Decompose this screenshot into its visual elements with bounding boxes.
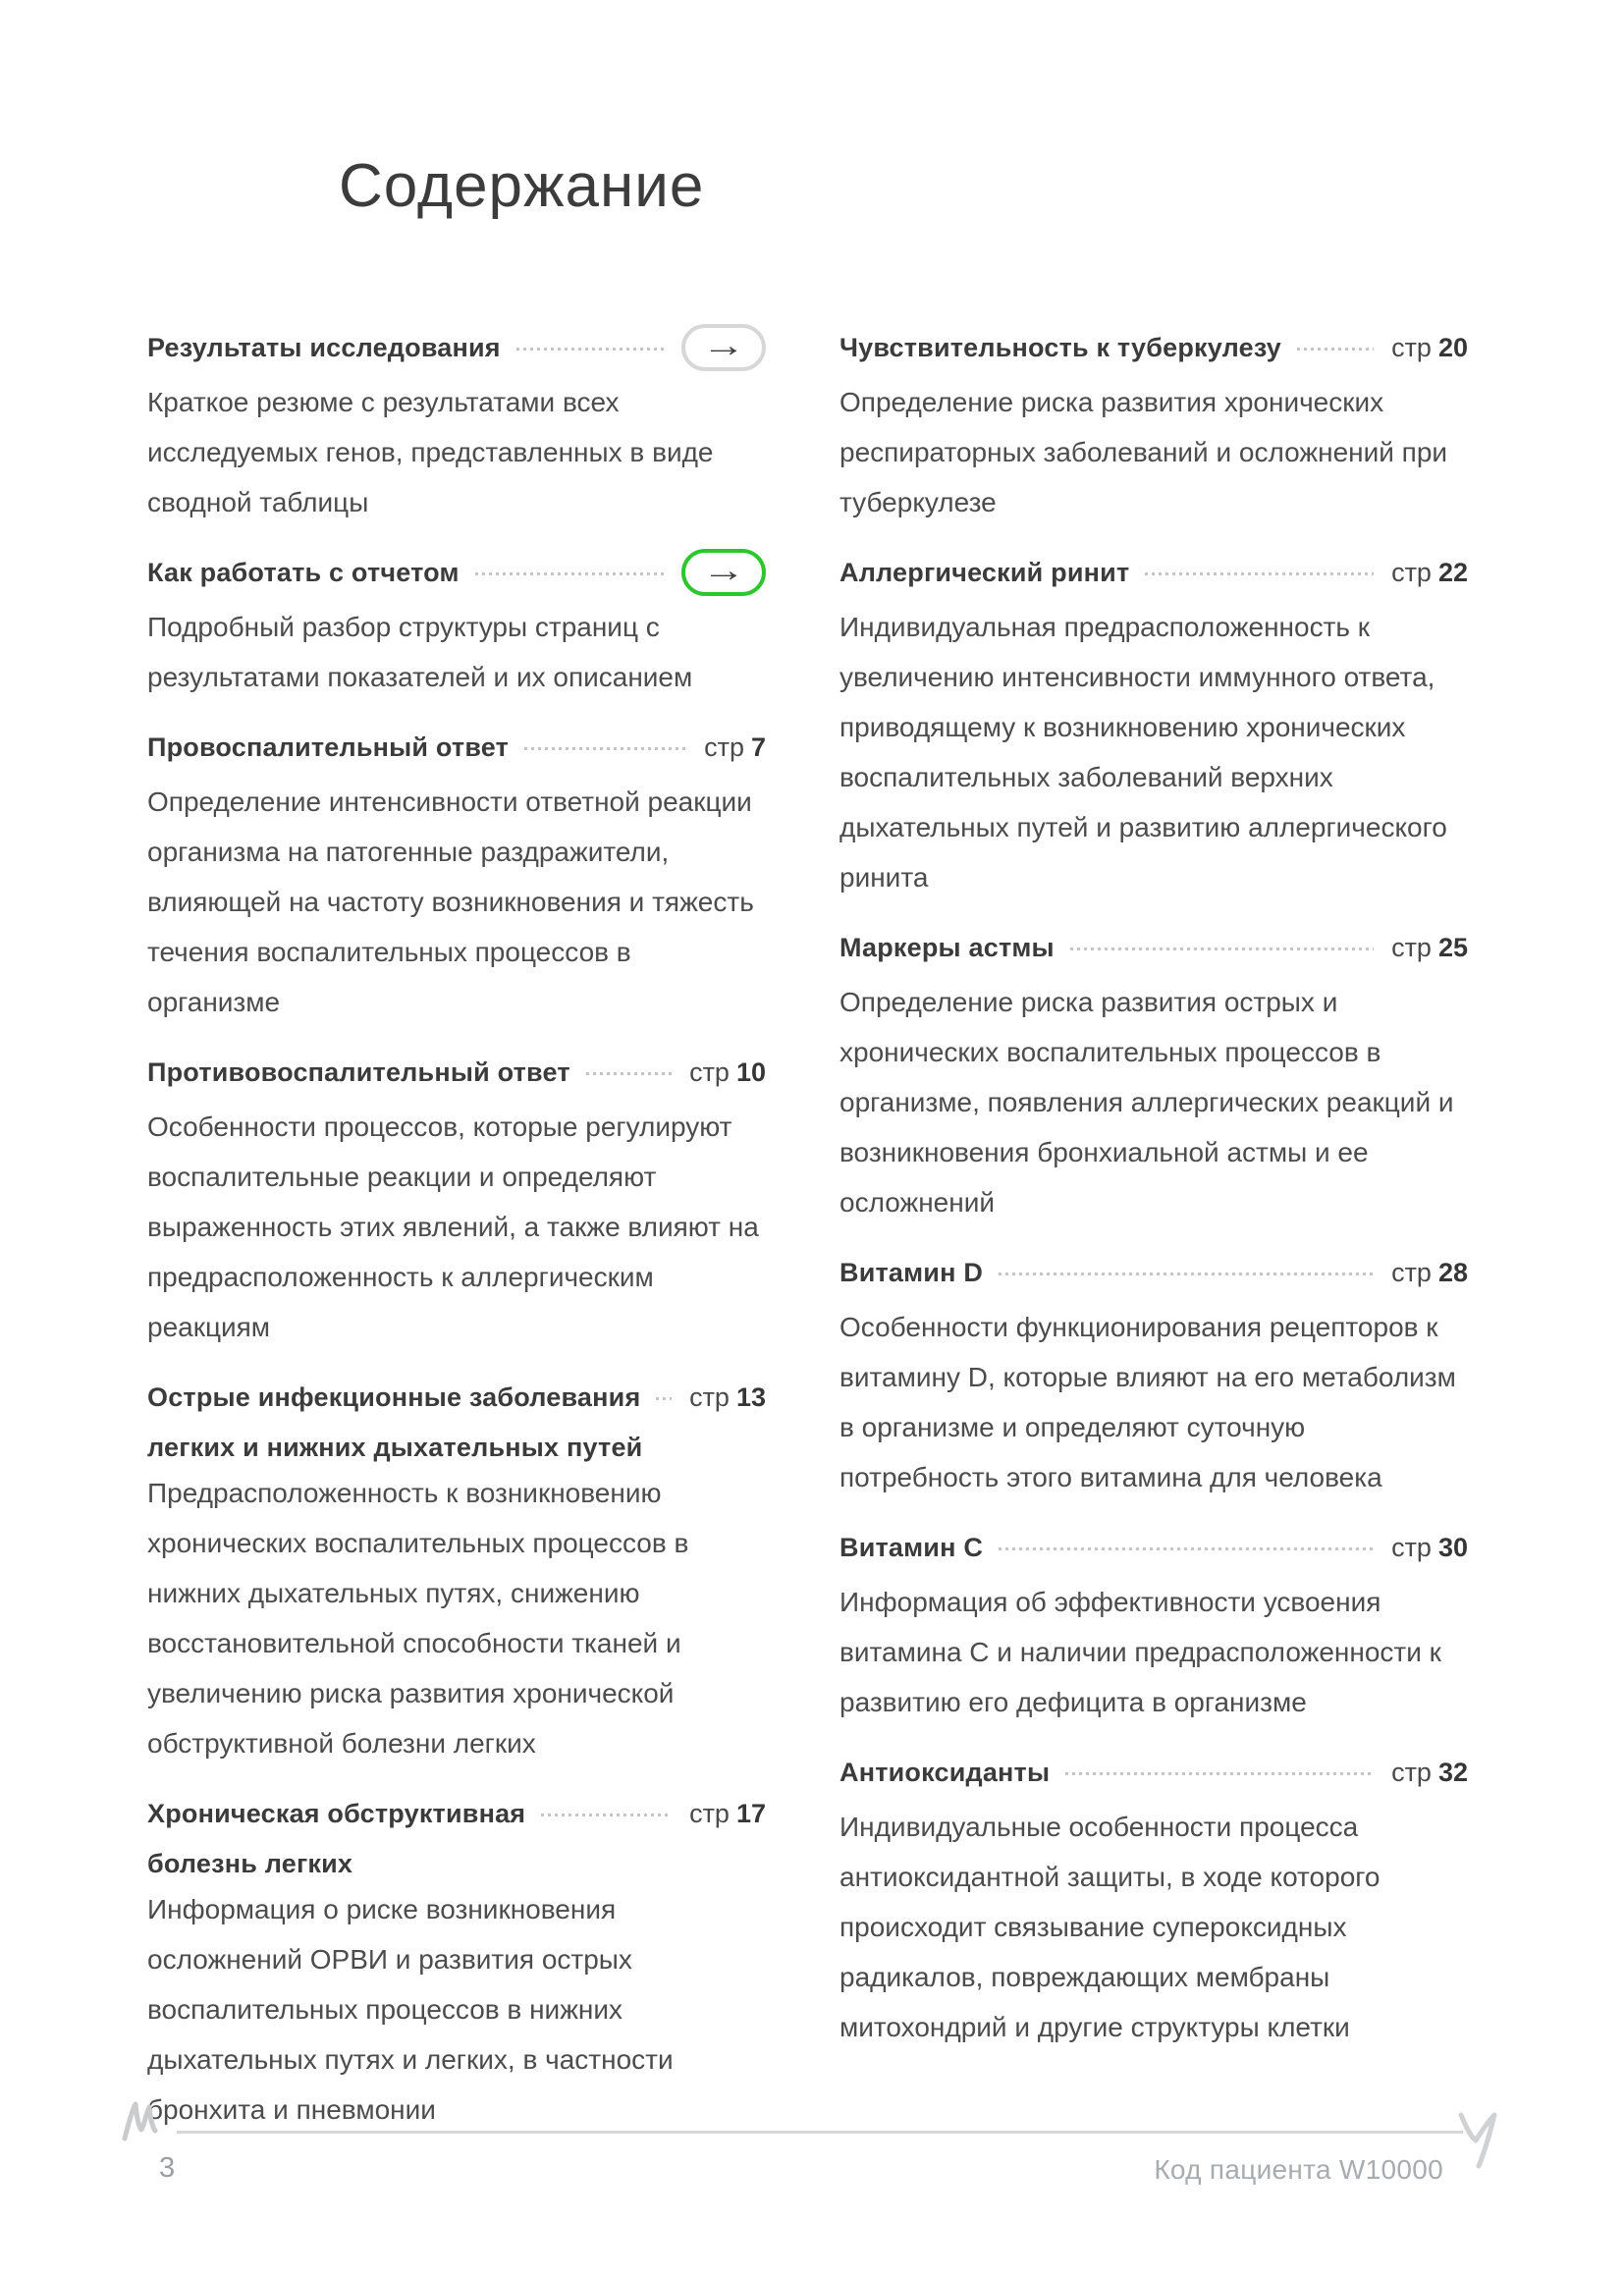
toc-entry-title[interactable]: Антиоксиданты — [839, 1757, 1051, 1787]
toc-entry-title[interactable]: Чувствительность к туберкулезу — [839, 332, 1281, 362]
dotted-leader — [656, 1397, 672, 1400]
page-reference — [1391, 1533, 1468, 1563]
dotted-leader — [1297, 348, 1374, 351]
page-reference — [689, 1799, 766, 1829]
toc-entry-header — [839, 1249, 1468, 1296]
toc-entry — [147, 324, 766, 527]
toc-entry-title-line2: болезнь легких — [147, 1849, 353, 1878]
toc-entry-title[interactable]: Аллергический ринит — [839, 557, 1130, 587]
toc-entry-description: Определение риска развития хронических респираторных заболеваний и осложнений при туберкулезе — [839, 387, 1448, 517]
page-reference — [1391, 1258, 1468, 1288]
page-number: 7 — [750, 731, 766, 762]
toc-entry — [839, 324, 1468, 527]
dotted-leader — [516, 348, 664, 351]
page-reference — [704, 732, 766, 763]
page-word: стр — [689, 1381, 730, 1412]
dotted-leader — [586, 1072, 672, 1075]
toc-entry-description: Индивидуальная предрасположенность к увеличению интенсивности иммунного ответа, приводящему к возникновению хронических воспалительных заболеваний верхних дыхательных путей и развитию аллергического ринита — [839, 612, 1447, 893]
dotted-leader — [1145, 572, 1374, 575]
page-number: 28 — [1437, 1257, 1468, 1287]
page-word: стр — [1391, 1257, 1432, 1287]
toc-entry — [147, 1790, 766, 2135]
footer-divider-line — [177, 2131, 1463, 2134]
toc-columns — [147, 324, 1483, 2156]
toc-entry — [147, 1374, 766, 1768]
page-word: стр — [689, 1798, 730, 1828]
toc-entry-header — [147, 324, 766, 371]
page-reference — [1391, 933, 1468, 963]
toc-entry-description: Подробный разбор структуры страниц с результатами показателей и их описанием — [147, 612, 693, 692]
page-word: стр — [1391, 1757, 1432, 1787]
toc-entry — [839, 1249, 1468, 1502]
footer-page-number: 3 — [159, 2152, 176, 2184]
dotted-leader — [999, 1273, 1374, 1275]
page-number: 13 — [735, 1381, 766, 1412]
dotted-leader — [524, 747, 686, 750]
toc-entry-header — [147, 549, 766, 596]
toc-entry-description: Индивидуальные особенности процесса антиоксидантной защиты, в ходе которого происходит связывание супероксидных радикалов, повреждающих мембраны митохондрий и другие структуры клетки — [839, 1812, 1380, 2042]
dotted-leader — [475, 572, 664, 575]
toc-entry-header — [147, 1049, 766, 1096]
page-title: Содержание — [339, 152, 705, 220]
dotted-leader — [1070, 948, 1374, 950]
dotted-leader — [541, 1814, 672, 1816]
page-word: стр — [1391, 1532, 1432, 1562]
toc-entry-description: Особенности процессов, которые регулируют воспалительные реакции и определяют выраженность этих явлений, а также влияют на предрасположенность к аллергическим реакциям — [147, 1111, 759, 1342]
footer-patient-code: Код пациента W10000 — [1154, 2154, 1443, 2185]
page-number: 30 — [1437, 1532, 1468, 1562]
toc-entry-header — [839, 1749, 1468, 1796]
toc-entry-header — [839, 549, 1468, 596]
page-number: 17 — [735, 1798, 766, 1828]
arrow-button[interactable] — [681, 549, 766, 596]
page-reference — [689, 1057, 766, 1088]
arrow-button[interactable] — [681, 324, 766, 371]
page-reference — [1391, 1758, 1468, 1788]
page-word: стр — [704, 731, 744, 762]
toc-entry-description: Информация о риске возникновения осложнений ОРВИ и развития острых воспалительных процессов в нижних дыхательных путях и легких, в частности бронхита и пневмонии — [147, 1894, 674, 2125]
toc-entry-header — [147, 1790, 766, 1837]
toc-entry — [147, 1049, 766, 1352]
toc-entry-header — [839, 1524, 1468, 1571]
toc-entry-title[interactable]: Витамин C — [839, 1532, 984, 1562]
page-number: 10 — [735, 1056, 766, 1087]
footer-right-scribble-icon — [1457, 2111, 1512, 2172]
toc-entry-description: Особенности функционирования рецепторов к витамину D, которые влияют на его метаболизм в организме и определяют суточную потребность этого витамина для человека — [839, 1312, 1456, 1492]
toc-column-left — [147, 324, 766, 2156]
dotted-leader — [1065, 1772, 1374, 1775]
page-word: стр — [689, 1056, 730, 1087]
toc-column-right — [839, 324, 1468, 2156]
toc-entry-title[interactable]: Хроническая обструктивная — [147, 1798, 526, 1828]
toc-entry-description: Предрасположенность к возникновению хронических воспалительных процессов в нижних дыхательных путях, снижению восстановительной способности тканей и увеличению риска развития хронической обструктивной болезни легких — [147, 1478, 689, 1759]
toc-entry-header — [839, 924, 1468, 971]
toc-entry — [839, 1749, 1468, 2052]
toc-entry — [839, 1524, 1468, 1727]
toc-entry-title[interactable]: Маркеры астмы — [839, 932, 1055, 962]
page-word: стр — [1391, 332, 1432, 362]
page-number: 25 — [1437, 932, 1468, 962]
toc-entry-title[interactable]: Острые инфекционные заболевания — [147, 1381, 641, 1412]
toc-entry-title[interactable]: Как работать с отчетом — [147, 557, 460, 587]
page-word: стр — [1391, 557, 1432, 587]
page-reference — [1391, 333, 1468, 363]
page-reference — [1391, 558, 1468, 588]
dotted-leader — [999, 1547, 1374, 1550]
toc-entry-description: Определение интенсивности ответной реакции организма на патогенные раздражители, влияющей на частоту возникновения и тяжесть течения воспалительных процессов в организме — [147, 786, 754, 1017]
page-reference — [689, 1382, 766, 1413]
toc-entry-title[interactable]: Провоспалительный ответ — [147, 731, 510, 762]
footer-left-scribble-icon — [120, 2097, 181, 2142]
toc-entry-description: Информация об эффективности усвоения витамина C и наличии предрасположенности к развитию его дефицита в организме — [839, 1587, 1441, 1717]
page-number: 22 — [1437, 557, 1468, 587]
page-word: стр — [1391, 932, 1432, 962]
toc-entry-header — [147, 724, 766, 771]
toc-entry — [147, 724, 766, 1027]
page-number: 20 — [1437, 332, 1468, 362]
toc-entry-header — [839, 324, 1468, 371]
toc-entry-title[interactable]: Результаты исследования — [147, 332, 501, 362]
toc-entry-title[interactable]: Витамин D — [839, 1257, 984, 1287]
toc-entry-description: Краткое резюме с результатами всех исследуемых генов, представленных в виде сводной таблицы — [147, 387, 714, 517]
toc-entry-title-line2: легких и нижних дыхательных путей — [147, 1433, 643, 1462]
page-number: 32 — [1437, 1757, 1468, 1787]
arrow-icon: → — [701, 327, 746, 364]
toc-entry-description: Определение риска развития острых и хронических воспалительных процессов в организме, появления аллергических реакций и возникновения бронхиальной астмы и ее осложнений — [839, 987, 1454, 1218]
toc-entry — [839, 924, 1468, 1227]
toc-entry-header — [147, 1374, 766, 1421]
toc-entry — [147, 549, 766, 702]
toc-entry-title[interactable]: Противовоспалительный ответ — [147, 1056, 570, 1087]
arrow-icon: → — [701, 552, 746, 589]
toc-entry — [839, 549, 1468, 902]
